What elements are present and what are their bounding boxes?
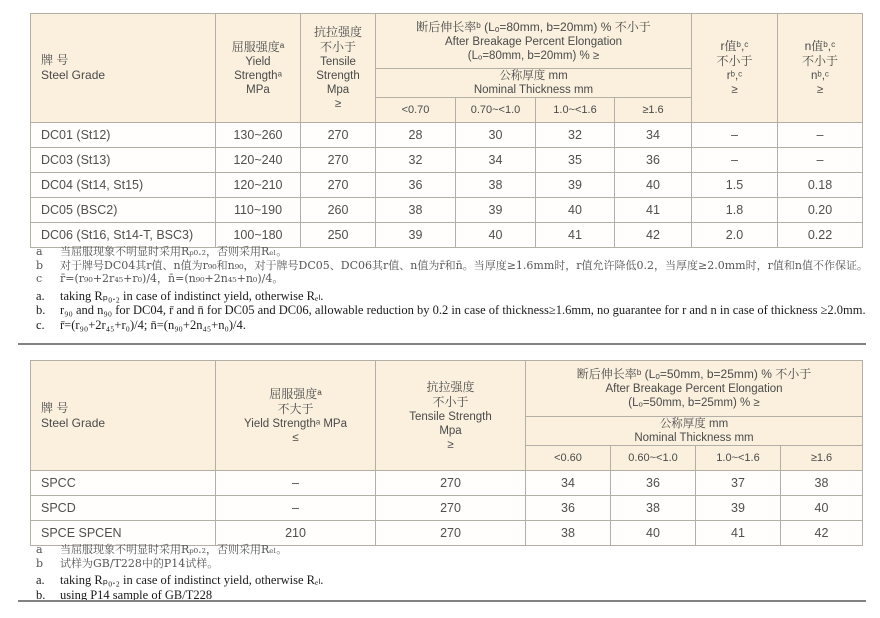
cell-elong-2: 38	[611, 496, 696, 521]
cell-elong-4: 41	[615, 198, 692, 223]
tensile-en2: Strength	[316, 70, 360, 82]
cell-elong-2: 39	[456, 198, 536, 223]
footnote-text: r̄=(r₉₀+2r₄₅+r₀)/4; n̄=(n₉₀+2n₄₅+n₀)/4.	[60, 317, 246, 332]
elong-en1: After Breakage Percent Elongation	[605, 383, 783, 395]
footnote-label: b.	[36, 587, 46, 602]
cell-elong-4: 42	[615, 223, 692, 248]
cell-elong-4: 40	[615, 173, 692, 198]
cell-elong-4: 40	[781, 496, 863, 521]
thickness-range-1: <0.60	[526, 446, 611, 471]
footnote-label: b	[36, 556, 44, 570]
header-nominal-thickness	[376, 69, 692, 98]
footnote	[36, 557, 323, 571]
elong-en1: After Breakage Percent Elongation	[444, 35, 623, 48]
thickness-zh: 公称厚度 mm	[659, 418, 729, 430]
cell-elong-2: 34	[456, 148, 536, 173]
section-divider	[18, 600, 866, 602]
cell-tensile: 250	[301, 223, 376, 248]
tensile-zh2: 不小于	[432, 394, 469, 409]
cell-elong-1: 34	[526, 471, 611, 496]
footnote	[36, 318, 868, 333]
cell-r: 2.0	[692, 223, 778, 248]
section-divider	[18, 343, 866, 345]
elong-zh: 断后伸长率ᵇ (Lₒ=80mm, b=20mm) % 不小于	[416, 19, 651, 34]
cell-elong-4: 34	[615, 123, 692, 148]
yield-en2: Strengthᵃ	[234, 69, 282, 82]
table-row	[31, 223, 863, 248]
footnote-label: a.	[36, 288, 45, 303]
yield-zh1: 屈服强度ᵃ	[269, 386, 322, 401]
cell-grade: DC04 (St14, St15)	[31, 173, 216, 198]
cell-yield: 130~260	[216, 123, 301, 148]
header-steel-grade-en: Steel Grade	[41, 68, 106, 82]
header-steel-grade	[31, 361, 216, 471]
footnote-text: r̄=(r₉₀+2r₄₅+r₀)/4，n̄=(n₉₀+2n₄₅+n₀)/4。	[60, 272, 284, 285]
cell-elong-3: 41	[696, 521, 781, 546]
cell-elong-3: 39	[696, 496, 781, 521]
cell-grade: SPCC	[31, 471, 216, 496]
footnote-label: b	[36, 258, 44, 272]
cell-n: –	[778, 123, 863, 148]
tensile-en: Tensile Strength	[409, 410, 492, 423]
header-r-value	[692, 14, 778, 123]
header-elongation-group	[526, 361, 863, 417]
footnote-label: a	[36, 543, 43, 556]
thickness-en: Nominal Thickness mm	[634, 432, 754, 444]
footnote-text: 当屈服现象不明显时采用Rₚ₀.₂，否则采用Rₑₗ。	[60, 543, 288, 556]
cell-elong-2: 36	[611, 471, 696, 496]
thickness-range-4: ≥1.6	[615, 98, 692, 123]
thickness-range-4: ≥1.6	[781, 446, 863, 471]
cell-yield: 110~190	[216, 198, 301, 223]
thickness-en: Nominal Thickness mm	[473, 84, 594, 96]
cell-elong-3: 35	[536, 148, 615, 173]
footnote-text: 对于牌号DC04其r值、n值为r₉₀和n₉₀，对于牌号DC05、DC06其r值、n值为r̄和n̄。当厚度≥1.6mm时，r值允许降低0.2，当厚度≥2.0mm时，r值和n值不作保证。	[60, 258, 868, 272]
table-row	[31, 521, 863, 546]
footnote-label: c.	[36, 317, 45, 332]
cell-grade: SPCD	[31, 496, 216, 521]
tensile-gte: ≥	[447, 438, 454, 451]
footnote-text: taking Rₚ₀.₂ in case of indistinct yield, otherwise Rₑₗ.	[60, 573, 324, 587]
n-gte: ≥	[816, 84, 824, 96]
cell-elong-1: 32	[376, 148, 456, 173]
cell-elong-1: 36	[526, 496, 611, 521]
header-yield-strength	[216, 361, 376, 471]
cell-tensile: 270	[301, 173, 376, 198]
cell-grade: DC03 (St13)	[31, 148, 216, 173]
header-tensile-strength	[376, 361, 526, 471]
footnote	[36, 543, 323, 557]
steel-grade-table-50mm	[30, 360, 863, 546]
tensile-unit: Mpa	[326, 84, 350, 96]
table1-footnotes	[36, 245, 868, 332]
cell-elong-1: 36	[376, 173, 456, 198]
header-steel-grade	[31, 14, 216, 123]
thickness-zh: 公称厚度 mm	[499, 70, 568, 82]
r-zh: r值ᵇ,ᶜ	[720, 39, 749, 53]
cell-tensile: 270	[301, 148, 376, 173]
steel-grade-table-80mm	[30, 13, 863, 248]
table-row	[31, 148, 863, 173]
cell-n: 0.18	[778, 173, 863, 198]
cell-yield: –	[216, 471, 376, 496]
cell-elong-1: 28	[376, 123, 456, 148]
yield-en: Yield Strengthᵃ MPa	[244, 417, 347, 430]
cell-tensile: 260	[301, 198, 376, 223]
cell-r: 1.5	[692, 173, 778, 198]
cell-grade: DC05 (BSC2)	[31, 198, 216, 223]
n-zh: n值ᵇ,ᶜ	[804, 39, 836, 53]
r-zh2: 不小于	[716, 54, 753, 68]
table-row	[31, 496, 863, 521]
header-elongation-group	[376, 14, 692, 69]
r-gte: ≥	[731, 84, 738, 96]
yield-zh: 屈服强度ᵃ	[231, 39, 285, 54]
thickness-range-3: 1.0~<1.6	[536, 98, 615, 123]
cell-grade: DC06 (St16, St14-T, BSC3)	[31, 223, 216, 248]
footnote-text: r₉₀ and n₉₀ for DC04, r̄ and n̄ for DC05 and DC06, allowable reduction by 0.2 in case of thickness≥1.6mm, no guarantee for r and n in case of thickness ≥2.0mm.	[60, 303, 866, 317]
cell-r: –	[692, 123, 778, 148]
elong-en2: (Lₒ=50mm, b=25mm) % ≥	[628, 397, 760, 409]
footnote-text: using P14 sample of GB/T228	[60, 587, 213, 602]
cell-elong-2: 40	[611, 521, 696, 546]
cell-elong-2: 40	[456, 223, 536, 248]
cell-elong-3: 41	[536, 223, 615, 248]
cell-tensile: 270	[376, 521, 526, 546]
footnote-label: a.	[36, 573, 45, 587]
cell-elong-1: 39	[376, 223, 456, 248]
thickness-range-2: 0.70~<1.0	[456, 98, 536, 123]
header-steel-grade-zh: 牌 号	[41, 53, 69, 67]
header-n-value	[778, 14, 863, 123]
header-tensile-strength	[301, 14, 376, 123]
cell-elong-2: 38	[456, 173, 536, 198]
table2-footnotes	[36, 543, 323, 602]
footnote-label: c	[36, 272, 43, 285]
cell-yield: –	[216, 496, 376, 521]
cell-tensile: 270	[301, 123, 376, 148]
cell-elong-2: 30	[456, 123, 536, 148]
header-yield-strength	[216, 14, 301, 123]
tensile-zh1: 抗拉强度	[426, 379, 475, 394]
footnote	[36, 289, 868, 304]
footnote-label: a	[36, 245, 43, 258]
cell-n: –	[778, 148, 863, 173]
cell-elong-3: 40	[536, 198, 615, 223]
table-row	[31, 471, 863, 496]
cell-yield: 100~180	[216, 223, 301, 248]
thickness-range-3: 1.0~<1.6	[696, 446, 781, 471]
tensile-en1: Tensile	[320, 56, 356, 68]
tensile-zh1: 抗拉强度	[313, 25, 362, 39]
cell-yield: 120~240	[216, 148, 301, 173]
yield-lte: ≤	[292, 431, 299, 444]
n-sym: nᵇ,ᶜ	[810, 70, 829, 82]
cell-tensile: 270	[376, 496, 526, 521]
footnote-label: b.	[36, 303, 46, 317]
thickness-range-2: 0.60~<1.0	[611, 446, 696, 471]
elong-zh: 断后伸长率ᵇ (Lₒ=50mm, b=25mm) % 不小于	[576, 367, 812, 381]
yield-zh2: 不大于	[277, 401, 314, 416]
footnote	[36, 272, 868, 286]
n-zh2: 不小于	[801, 54, 838, 68]
r-sym: rᵇ,ᶜ	[726, 70, 743, 82]
cell-elong-4: 42	[781, 521, 863, 546]
footnote-text: taking Rₚ₀.₂ in case of indistinct yield, otherwise Rₑₗ.	[60, 288, 324, 303]
cell-n: 0.22	[778, 223, 863, 248]
footnote-text: 试样为GB/T228中的P14试样。	[60, 556, 219, 570]
cell-tensile: 270	[376, 471, 526, 496]
cell-yield: 120~210	[216, 173, 301, 198]
footnote	[36, 303, 868, 318]
table-row	[31, 173, 863, 198]
header-steel-grade-en: Steel Grade	[41, 415, 106, 430]
tensile-unit: Mpa	[439, 424, 462, 437]
thickness-range-1: <0.70	[376, 98, 456, 123]
footnote	[36, 245, 868, 259]
tensile-zh2: 不小于	[319, 40, 356, 54]
cell-elong-1: 38	[376, 198, 456, 223]
cell-yield: 210	[216, 521, 376, 546]
elong-en2: (Lₒ=80mm, b=20mm) % ≥	[467, 49, 600, 62]
footnote-text: 当屈服现象不明显时采用Rₚ₀.₂，否则采用Rₑₗ。	[60, 245, 288, 258]
cell-elong-3: 39	[536, 173, 615, 198]
cell-r: –	[692, 148, 778, 173]
cell-grade: SPCE SPCEN	[31, 521, 216, 546]
yield-unit: MPa	[246, 83, 270, 96]
table-row	[31, 198, 863, 223]
header-nominal-thickness	[526, 417, 863, 446]
footnote	[36, 573, 323, 588]
table-row	[31, 123, 863, 148]
cell-elong-4: 38	[781, 471, 863, 496]
cell-grade: DC01 (St12)	[31, 123, 216, 148]
footnote	[36, 259, 868, 273]
cell-elong-3: 32	[536, 123, 615, 148]
header-steel-grade-zh: 牌 号	[41, 400, 69, 415]
yield-en1: Yield	[245, 55, 271, 68]
cell-n: 0.20	[778, 198, 863, 223]
cell-elong-3: 37	[696, 471, 781, 496]
cell-elong-4: 36	[615, 148, 692, 173]
tensile-gte: ≥	[334, 98, 342, 110]
cell-elong-1: 38	[526, 521, 611, 546]
cell-r: 1.8	[692, 198, 778, 223]
